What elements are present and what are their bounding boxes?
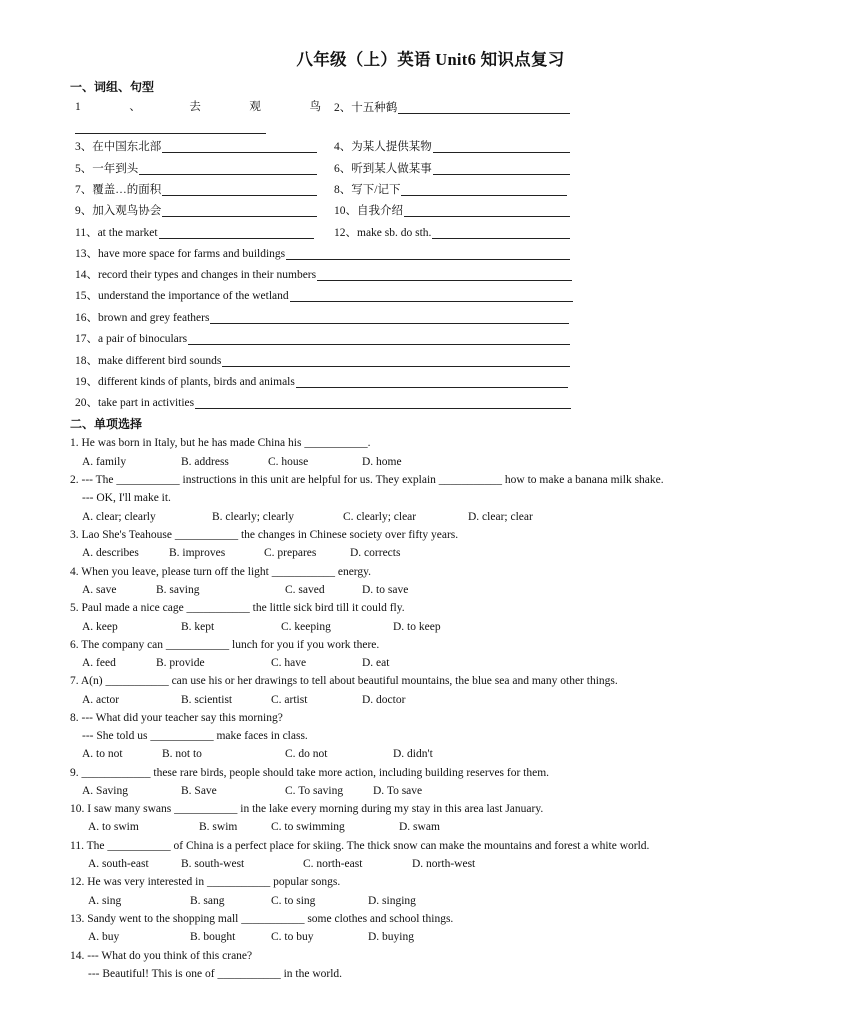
option-d[interactable]: D. doctor [362, 694, 406, 706]
question-2-stem-line-2: --- OK, I'll make it. [82, 492, 171, 504]
vocab-item-1-label: 1、去观鸟 [75, 101, 321, 113]
option-b[interactable]: B. address [181, 456, 229, 468]
option-b[interactable]: B. clearly; clearly [212, 511, 295, 523]
option-c[interactable]: C. artist [271, 694, 308, 706]
option-b[interactable]: B. Save [181, 785, 217, 797]
option-d[interactable]: D. corrects [350, 547, 401, 559]
option-c[interactable]: C. clearly; clear [343, 511, 417, 523]
option-c[interactable]: C. prepares [264, 547, 317, 559]
question-2-stem: 2. --- The ___________ instructions in this unit are helpful for us. They explain ___________ how to make a banana milk shake. [70, 474, 664, 486]
answer-line[interactable] [162, 184, 317, 196]
answer-line[interactable] [162, 205, 317, 217]
answer-line[interactable] [433, 141, 570, 153]
answer-line[interactable] [290, 290, 573, 302]
option-c[interactable]: C. To saving [285, 785, 344, 797]
option-c[interactable]: C. north-east [303, 858, 363, 870]
vocab-item-2: 2、十五种鹤 [334, 102, 570, 114]
answer-line[interactable] [404, 205, 570, 217]
option-d[interactable]: D. singing [368, 895, 416, 907]
vocab-item-11: 11、at the market [75, 227, 314, 239]
vocab-item-5: 5、一年到头 [75, 163, 317, 175]
option-a[interactable]: A. family [82, 456, 127, 468]
option-c[interactable]: C. house [268, 456, 309, 468]
option-b[interactable]: B. bought [190, 931, 236, 943]
option-a[interactable]: A. clear; clearly [82, 511, 156, 523]
option-a[interactable]: A. keep [82, 621, 118, 633]
answer-line[interactable] [398, 102, 570, 114]
question-8-stem: 8. --- What did your teacher say this morning? [70, 712, 283, 724]
answer-line[interactable] [222, 355, 570, 367]
vocab-item-15: 15、understand the importance of the wetland [75, 290, 573, 302]
vocab-item-8: 8、写下/记下 [334, 184, 567, 196]
option-d[interactable]: D. didn't [393, 748, 433, 760]
answer-line[interactable] [159, 227, 314, 239]
vocab-item-7: 7、覆盖…的面积 [75, 184, 317, 196]
question-10-stem: 10. I saw many swans ___________ in the lake every morning during my stay in this area last January. [70, 803, 544, 815]
answer-line[interactable] [139, 163, 317, 175]
question-13-stem: 13. Sandy went to the shopping mall ___________ some clothes and school things. [70, 913, 454, 925]
page-title: 八年级（上）英语 Unit6 知识点复习 [296, 50, 565, 69]
option-c[interactable]: C. do not [285, 748, 328, 760]
answer-line[interactable] [195, 397, 571, 409]
answer-line[interactable] [75, 133, 266, 134]
answer-line[interactable] [296, 376, 568, 388]
option-d[interactable]: D. swam [399, 821, 440, 833]
vocab-item-10: 10、自我介绍 [334, 205, 570, 217]
option-a[interactable]: A. save [82, 584, 117, 596]
option-d[interactable]: D. home [362, 456, 402, 468]
option-d[interactable]: D. to keep [393, 621, 441, 633]
question-4-stem: 4. When you leave, please turn off the light ___________ energy. [70, 566, 372, 578]
option-b[interactable]: B. swim [199, 821, 238, 833]
answer-line[interactable] [210, 312, 569, 324]
option-a[interactable]: A. Saving [82, 785, 128, 797]
section-2-heading: 二、单项选择 [70, 417, 143, 431]
option-c[interactable]: C. keeping [281, 621, 331, 633]
question-9-stem: 9. ____________ these rare birds, people should take more action, including building reserves for them. [70, 767, 550, 779]
vocab-item-9: 9、加入观鸟协会 [75, 205, 317, 217]
option-b[interactable]: B. saving [156, 584, 200, 596]
option-a[interactable]: A. sing [88, 895, 122, 907]
question-8-stem-line-2: --- She told us ___________ make faces in class. [82, 730, 308, 742]
option-b[interactable]: B. scientist [181, 694, 233, 706]
option-b[interactable]: B. kept [181, 621, 215, 633]
vocab-item-6: 6、听到某人做某事 [334, 163, 570, 175]
answer-line[interactable] [432, 227, 570, 239]
option-d[interactable]: D. buying [368, 931, 414, 943]
vocab-item-18: 18、make different bird sounds [75, 355, 570, 367]
option-c[interactable]: C. to buy [271, 931, 314, 943]
question-6-stem: 6. The company can ___________ lunch for you if you work there. [70, 639, 380, 651]
option-a[interactable]: A. actor [82, 694, 120, 706]
vocab-item-19: 19、different kinds of plants, birds and animals [75, 376, 568, 388]
answer-line[interactable] [401, 184, 567, 196]
option-a[interactable]: A. to swim [88, 821, 139, 833]
answer-line[interactable] [317, 269, 572, 281]
question-1-stem: 1. He was born in Italy, but he has made China his ___________. [70, 437, 371, 449]
option-d[interactable]: D. north-west [412, 858, 476, 870]
option-b[interactable]: B. provide [156, 657, 205, 669]
question-5-stem: 5. Paul made a nice cage ___________ the little sick bird till it could fly. [70, 602, 405, 614]
option-d[interactable]: D. eat [362, 657, 390, 669]
vocab-item-14: 14、record their types and changes in their numbers [75, 269, 572, 281]
vocab-item-17: 17、a pair of binoculars [75, 333, 570, 345]
option-c[interactable]: C. to swimming [271, 821, 345, 833]
option-c[interactable]: C. saved [285, 584, 325, 596]
question-11-stem: 11. The ___________ of China is a perfect place for skiing. The thick snow can make the mountains and forest a white world. [70, 840, 650, 852]
option-a[interactable]: A. feed [82, 657, 116, 669]
answer-line[interactable] [433, 163, 570, 175]
option-b[interactable]: B. not to [162, 748, 202, 760]
question-14-stem-line-2: --- Beautiful! This is one of ___________ in the world. [88, 968, 343, 980]
option-c[interactable]: C. have [271, 657, 307, 669]
question-12-stem: 12. He was very interested in ___________ popular songs. [70, 876, 341, 888]
vocab-item-13: 13、have more space for farms and buildings [75, 248, 570, 260]
option-b[interactable]: B. sang [190, 895, 225, 907]
option-d[interactable]: D. To save [373, 785, 423, 797]
option-b[interactable]: B. improves [169, 547, 226, 559]
option-a[interactable]: A. buy [88, 931, 120, 943]
answer-line[interactable] [188, 333, 570, 345]
vocab-item-4: 4、为某人提供某物 [334, 141, 570, 153]
answer-line[interactable] [162, 141, 317, 153]
vocab-item-12: 12、make sb. do sth. [334, 227, 570, 239]
option-d[interactable]: D. clear; clear [468, 511, 533, 523]
question-7-stem: 7. A(n) ___________ can use his or her drawings to tell about beautiful mountains, the blue sea and many other things. [70, 675, 618, 687]
vocab-item-20: 20、take part in activities [75, 397, 571, 409]
option-a[interactable]: A. describes [82, 547, 139, 559]
vocab-item-1 [75, 102, 321, 114]
question-3-stem: 3. Lao She's Teahouse ___________ the changes in Chinese society over fifty years. [70, 529, 459, 541]
option-a[interactable]: A. south-east [88, 858, 149, 870]
option-b[interactable]: B. south-west [181, 858, 245, 870]
vocab-item-16: 16、brown and grey feathers [75, 312, 569, 324]
question-14-stem: 14. --- What do you think of this crane? [70, 950, 253, 962]
option-c[interactable]: C. to sing [271, 895, 316, 907]
option-a[interactable]: A. to not [82, 748, 123, 760]
section-1-heading: 一、词组、句型 [70, 80, 155, 94]
answer-line[interactable] [286, 248, 570, 260]
option-d[interactable]: D. to save [362, 584, 409, 596]
vocab-item-3: 3、在中国东北部 [75, 141, 317, 153]
